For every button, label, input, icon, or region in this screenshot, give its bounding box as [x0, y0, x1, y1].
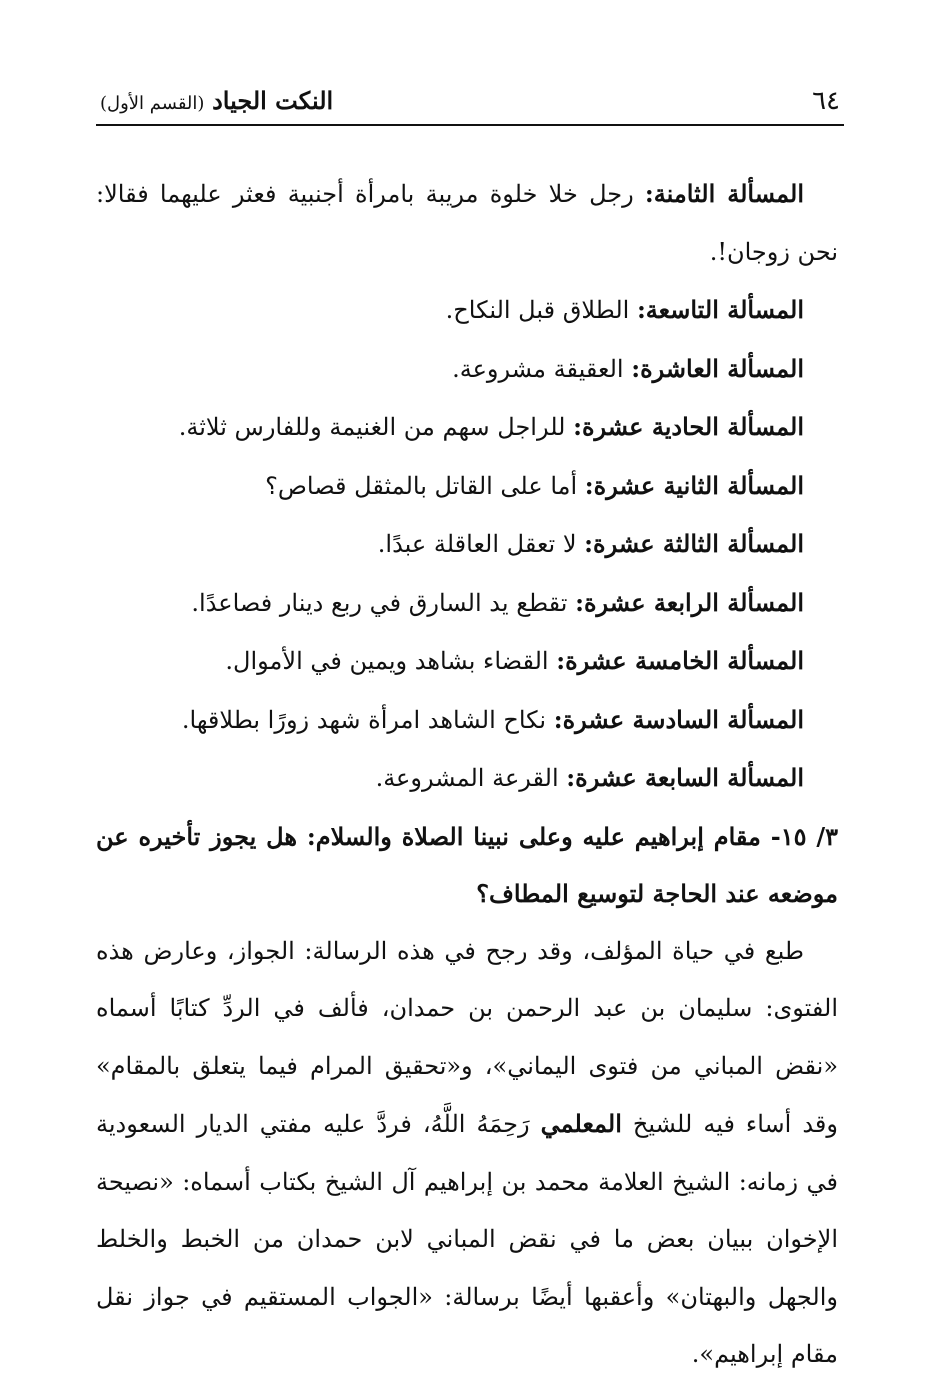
masala-text: للراجل سهم من الغنيمة وللفارس ثلاثة.	[178, 413, 574, 441]
book-part: (القسم الأول)	[100, 93, 205, 114]
masala-text: تقطع يد السارق في ربع دينار فصاعدًا.	[191, 588, 576, 617]
masala-label: المسألة السادسة عشرة:	[553, 704, 804, 734]
masala-label: المسألة الخامسة عشرة:	[556, 646, 804, 675]
masala-text: القضاء بشاهد ويمين في الأموال.	[225, 647, 557, 675]
masala-text: العقيقة مشروعة.	[452, 354, 632, 383]
masala-label: المسألة الثامنة:	[644, 179, 804, 208]
masala-label: المسألة التاسعة:	[636, 295, 804, 324]
masala-text: أما على القاتل بالمثقل قصاص؟	[265, 471, 585, 500]
masala-item	[96, 165, 838, 281]
masala-item	[96, 574, 838, 633]
masala-item	[96, 691, 838, 750]
bold-name: المعلمي	[540, 1109, 622, 1138]
masala-item	[96, 515, 838, 574]
masala-text: الطلاق قبل النكاح.	[445, 296, 637, 324]
masala-label: المسألة الرابعة عشرة:	[575, 587, 804, 617]
masala-item	[96, 749, 838, 808]
masala-item	[96, 281, 838, 340]
masala-item	[96, 340, 838, 399]
section-heading: ٣/ ١٥- مقام إبراهيم عليه وعلى نبينا الصلاة والسلام: هل يجوز تأخيره عن موضعه عند الحاجة لتوسيع المطاف؟	[96, 821, 839, 908]
masala-label: المسألة الحادية عشرة:	[573, 412, 804, 441]
masala-label: المسألة الثانية عشرة:	[584, 470, 804, 500]
masala-label: المسألة السابعة عشرة:	[566, 763, 804, 792]
masala-item	[96, 398, 838, 457]
masala-text: لا تعقل العاقلة عبدًا.	[377, 530, 585, 558]
page-number: ٦٤	[812, 86, 840, 116]
header-rule	[96, 124, 844, 126]
paragraph-text: رَحِمَهُ اللَّهُ، فردَّ عليه مفتي الديار السعودية في زمانه: الشيخ العلامة محمد بن إبراهيم آل الشيخ بكتاب أسماه: «نصيحة الإخوان ببيان بعض ما في نقض المباني لابن حمدان من الخبط والخلط والجهل والبهتان» وأعقبها أيضًا برسالة: «الجواب المستقيم في جواز نقل مقام إبراهيم».	[96, 1110, 839, 1368]
page-body	[96, 165, 838, 1384]
book-title: النكت الجياد	[212, 86, 334, 115]
masala-text: القرعة المشروعة.	[375, 764, 567, 792]
masala-label: المسألة الثالثة عشرة:	[584, 529, 804, 558]
masala-text: رجل خلا خلوة مريبة بامرأة أجنبية فعثر عليهما فقالا: نحن زوجان!.	[96, 180, 838, 266]
body-paragraph	[96, 923, 838, 1384]
running-title	[100, 85, 333, 120]
masala-text: نكاح الشاهد امرأة شهد زورًا بطلاقها.	[181, 705, 554, 734]
paragraph-text: طبع في حياة المؤلف، وقد رجح في هذه الرسالة: الجواز، وعارض هذه الفتوى: سليمان بن عبد الرحمن بن حمدان، فألف في الردِّ كتابًا أسماه «نقض المباني من فتوى اليماني»، و«تحقيق المرام فيما يتعلق بالمقام» وقد أساء فيه للشيخ	[96, 936, 839, 1138]
masala-item	[96, 457, 838, 516]
page-header	[100, 83, 840, 123]
masala-label: المسألة العاشرة:	[631, 353, 804, 383]
masala-item	[96, 632, 838, 691]
